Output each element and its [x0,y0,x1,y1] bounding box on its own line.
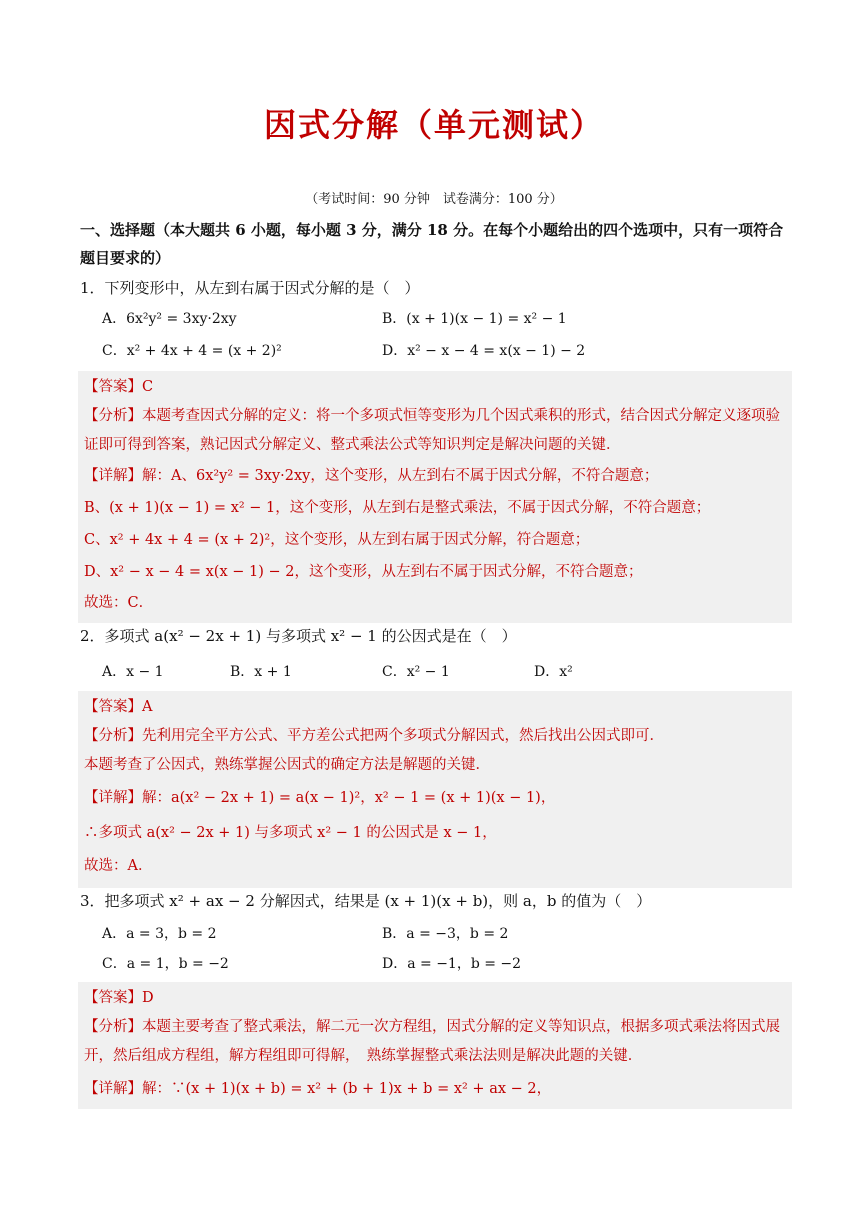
q3-option-a: A．a = 3，b = 2 [102,926,217,942]
question-3-stem: 3．把多项式 x² + ax − 2 分解因式，结果是 (x + 1)(x + b)，则 a，b 的值为（ ） [80,892,652,910]
q3-option-b: B．a = −3，b = 2 [382,926,509,942]
q2-analysis-2: 本题考查了公因式，熟练掌握公因式的确定方法是解题的关键． [84,757,490,773]
q2-option-a: A．x − 1 [102,664,164,680]
q1-analysis: 【分析】本题考查因式分解的定义：将一个多项式恒等变形为几个因式乘积的形式，结合因式分解定义逐项验证即可得到答案，熟记因式分解定义、整式乘法公式等知识判定是解决问题的关键． [84,408,780,453]
q2-solution-box [78,691,792,888]
q2-analysis-1: 【分析】先利用完全平方公式、平方差公式把两个多项式分解因式，然后找出公因式即可． [84,728,664,744]
q2-detail-2: ∴多项式 a(x² − 2x + 1) 与多项式 x² − 1 的公因式是 x − 1， [84,825,497,841]
q3-option-c: C．a = 1，b = −2 [102,956,229,972]
q2-conclusion: 故选：A． [84,858,153,874]
q2-option-b: B．x + 1 [230,664,292,680]
q1-option-c: C．x² + 4x + 4 = (x + 2)² [102,343,282,359]
q1-detail-1: 【详解】解：A、6x²y² = 3xy·2xy，这个变形，从左到右不属于因式分解，不符合题意； [84,468,659,484]
q2-option-d: D．x² [534,664,573,680]
q3-option-d: D．a = −1，b = −2 [382,956,522,972]
q3-solution-box [78,982,792,1109]
q3-detail-1: 【详解】解：∵(x + 1)(x + b) = x² + (b + 1)x + b = x² + ax − 2， [84,1081,552,1097]
q1-detail-2: B、(x + 1)(x − 1) = x² − 1，这个变形，从左到右是整式乘法，不属于因式分解，不符合题意； [84,500,711,516]
section-heading: 一、选择题（本大题共 6 小题，每小题 3 分，满分 18 分。在每个小题给出的四个选项中，只有一项符合题目要求的） [80,221,784,267]
q1-detail-3: C、x² + 4x + 4 = (x + 2)²，这个变形，从左到右属于因式分解，符合题意； [84,532,590,548]
q2-option-c: C．x² − 1 [382,664,450,680]
exam-info: （考试时间：90 分钟 试卷满分：100 分） [305,192,563,207]
q1-answer: 【答案】C [84,379,154,395]
q3-answer: 【答案】D [84,990,154,1006]
q1-detail-4: D、x² − x − 4 = x(x − 1) − 2，这个变形，从左到右不属于因式分解，不符合题意； [84,564,643,580]
q1-option-d: D．x² − x − 4 = x(x − 1) − 2 [382,343,586,359]
q1-conclusion: 故选：C． [84,595,154,611]
q2-answer: 【答案】A [84,699,153,715]
q3-analysis: 【分析】本题主要考查了整式乘法，解二元一次方程组，因式分解的定义等知识点，根据多项式乘法将因式展开，然后组成方程组，解方程组即可得解， 熟练掌握整式乘法法则是解决此题的关键． [84,1019,780,1064]
q1-option-b: B．(x + 1)(x − 1) = x² − 1 [382,311,567,327]
q2-detail-1: 【详解】解：a(x² − 2x + 1) = a(x − 1)²，x² − 1 = (x + 1)(x − 1)， [84,790,556,806]
q1-solution-box [78,371,792,623]
question-1-stem: 1．下列变形中，从左到右属于因式分解的是（ ） [80,279,420,297]
q1-option-a: A．6x²y² = 3xy·2xy [102,311,237,327]
page-title: 因式分解（单元测试） [263,106,604,144]
question-2-stem: 2．多项式 a(x² − 2x + 1) 与多项式 x² − 1 的公因式是在（ ） [80,627,517,645]
